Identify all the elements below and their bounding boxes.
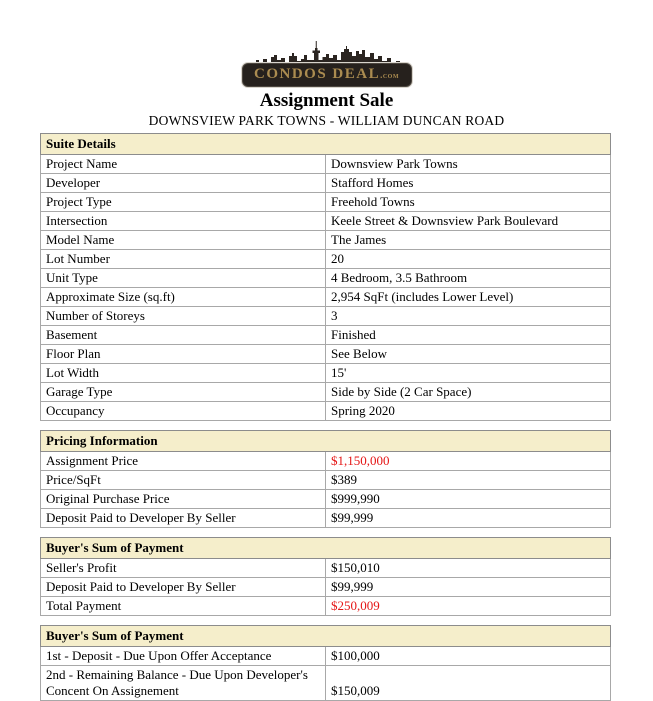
row-value: Spring 2020 [326,402,611,421]
row-label: Intersection [41,212,326,231]
row-value: Freehold Towns [326,193,611,212]
table-row [41,509,611,528]
toronto-skyline-icon [252,38,402,66]
table-row [41,383,611,402]
row-value: Side by Side (2 Car Space) [326,383,611,402]
tables-area [40,133,611,701]
row-value: $389 [326,471,611,490]
row-value: Keele Street & Downsview Park Boulevard [326,212,611,231]
page-title: Assignment Sale [259,90,394,111]
row-label: 2nd - Remaining Balance - Due Upon Developer's Concent On Assignement [41,666,326,701]
document-header [0,38,653,129]
row-label: Approximate Size (sq.ft) [41,288,326,307]
row-value: $1,150,000 [326,452,611,471]
row-label: Developer [41,174,326,193]
table-row [41,212,611,231]
row-label: Model Name [41,231,326,250]
table-row [41,452,611,471]
logo-suffix-text: .com [380,70,400,80]
row-label: Lot Width [41,364,326,383]
table-row [41,490,611,509]
row-label: Lot Number [41,250,326,269]
suite-details-section [40,133,611,421]
table-row [41,578,611,597]
table-row [41,597,611,616]
buyers-sum-of-payment-table-2 [40,625,611,701]
row-value: $100,000 [326,647,611,666]
table-row [41,307,611,326]
row-label: Assignment Price [41,452,326,471]
section-header: Pricing Information [41,431,611,452]
table-row [41,647,611,666]
section-header: Buyer's Sum of Payment [41,626,611,647]
row-value: $99,999 [326,578,611,597]
buyers-sum-of-payment-section [40,537,611,616]
table-row [41,231,611,250]
row-value: $999,990 [326,490,611,509]
row-value: 3 [326,307,611,326]
row-value: $150,009 [326,666,611,701]
row-value: $99,999 [326,509,611,528]
row-label: 1st - Deposit - Due Upon Offer Acceptance [41,647,326,666]
row-label: Deposit Paid to Developer By Seller [41,578,326,597]
row-value: $250,009 [326,597,611,616]
row-value: Stafford Homes [326,174,611,193]
row-label: Seller's Profit [41,559,326,578]
table-row [41,155,611,174]
table-row [41,471,611,490]
row-value: See Below [326,345,611,364]
section-header: Suite Details [41,134,611,155]
row-label: Project Name [41,155,326,174]
pricing-information-table [40,430,611,528]
table-row [41,288,611,307]
row-label: Number of Storeys [41,307,326,326]
table-row [41,250,611,269]
row-label: Deposit Paid to Developer By Seller [41,509,326,528]
table-row [41,269,611,288]
row-label: Floor Plan [41,345,326,364]
table-row [41,174,611,193]
row-label: Original Purchase Price [41,490,326,509]
row-value: Downsview Park Towns [326,155,611,174]
logo-brand-text: CONDOS DEAL [253,66,381,82]
table-row [41,559,611,578]
row-label: Price/SqFt [41,471,326,490]
buyers-sum-of-payment-section-2 [40,625,611,701]
row-value: Finished [326,326,611,345]
condos-deal-logo [242,38,412,87]
row-label: Project Type [41,193,326,212]
row-label: Garage Type [41,383,326,402]
row-value: 2,954 SqFt (includes Lower Level) [326,288,611,307]
row-label: Occupancy [41,402,326,421]
table-row [41,345,611,364]
buyers-sum-of-payment-table [40,537,611,616]
row-value: 4 Bedroom, 3.5 Bathroom [326,269,611,288]
row-label: Total Payment [41,597,326,616]
table-row [41,193,611,212]
page-subtitle: DOWNSVIEW PARK TOWNS - WILLIAM DUNCAN ROAD [148,113,505,128]
row-label: Unit Type [41,269,326,288]
logo-wordmark [242,63,412,87]
table-row [41,364,611,383]
row-value: 15' [326,364,611,383]
row-value: The James [326,231,611,250]
row-value: 20 [326,250,611,269]
table-row [41,666,611,701]
row-value: $150,010 [326,559,611,578]
section-header: Buyer's Sum of Payment [41,538,611,559]
pricing-information-section [40,430,611,528]
table-row [41,402,611,421]
row-label: Basement [41,326,326,345]
table-row [41,326,611,345]
suite-details-table [40,133,611,421]
